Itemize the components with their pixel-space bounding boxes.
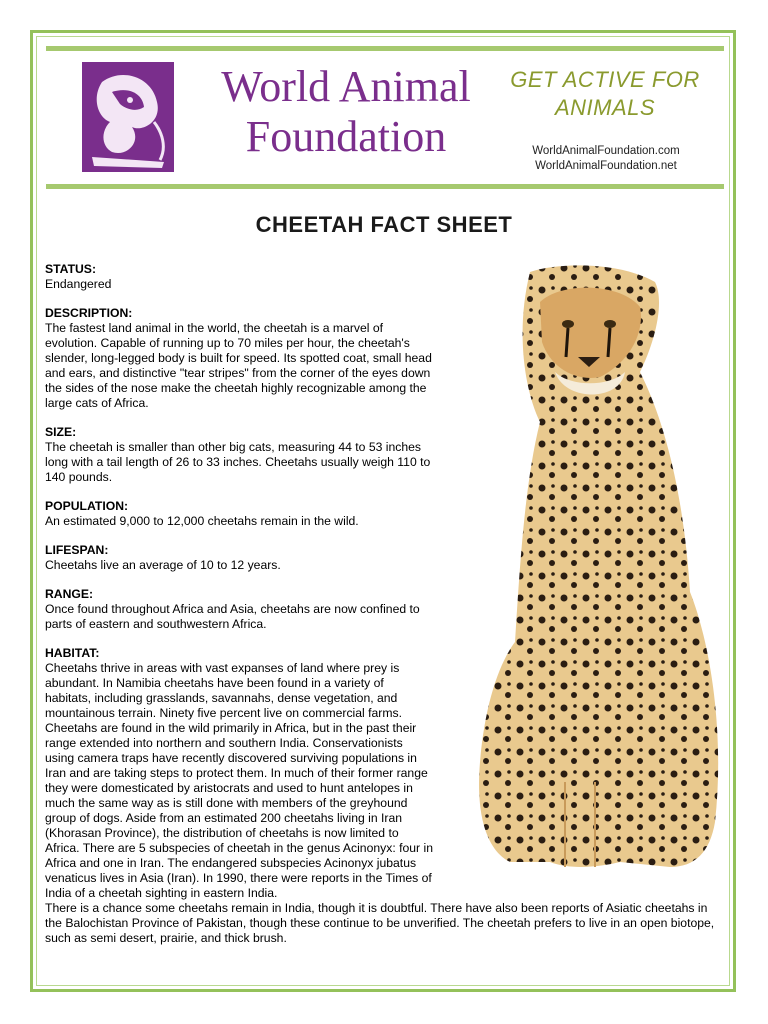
description-section <box>45 306 433 411</box>
header-top-rule <box>46 46 724 51</box>
habitat-text-full-width: There is a chance some cheetahs remain in India, though it is doubtful. There have also been reports of Asiatic cheetahs in the Balochistan Province of Pakistan, though these continue to be unverified. The cheetah prefers to live in an open biotope, such as semi desert, prairie, and thick brush. <box>45 901 715 945</box>
habitat-text-wrapped: Cheetahs thrive in areas with vast expanses of land where prey is abundant. In Namibia cheetahs have been found in a variety of habitats, including grasslands, savannahs, dense vegetation, and mountainous terrain. Ninety five percent live on commercial farms. Cheetahs are found in the wild primarily in Africa, but in the past their range extended into northern and southern India. Conservationists using camera traps have recently discovered surviving populations in Iran and are taking steps to protect them. In much of their former range they were domesticated by aristocrats and used to hunt antelopes in much the same way as is still done with members of the greyhound group of dogs. Aside from an estimated 200 cheetahs living in Iran (Khorasan Province), the distribution of cheetahs is now limited to Africa. There are 5 subspecies of cheetah in the genus Acinonyx: four in Africa and one in Iran. The endangered subspecies Acinonyx jubatus venaticus lives in Asia (Iran). In 1990, there were reports in the Times of India of a cheetah sighting in eastern India. <box>45 661 433 900</box>
header-bottom-rule <box>46 184 724 189</box>
page-title: CHEETAH FACT SHEET <box>255 212 513 237</box>
size-heading: SIZE: <box>45 425 77 439</box>
website-link-net[interactable]: WorldAnimalFoundation.net <box>535 160 677 172</box>
org-name-line-2: Foundation <box>245 112 447 161</box>
website-list <box>506 144 706 174</box>
population-heading: POPULATION: <box>45 499 129 513</box>
status-text: Endangered <box>45 277 112 291</box>
tagline-line-2: ANIMALS <box>554 95 656 120</box>
org-name-line-1: World Animal <box>221 62 471 111</box>
size-section <box>45 425 433 485</box>
description-text: The fastest land animal in the world, the cheetah is a marvel of evolution. Capable of running up to 70 miles per hour, the cheetah's slender, long-legged body is built for speed. Its spotted coat, small head and ears, and distinctive "tear stripes" from the corner of the eyes down the sides of the nose make the cheetah highly recognizable among the large cats of Africa. <box>45 321 432 410</box>
foundation-logo <box>82 62 174 172</box>
status-section <box>45 262 433 292</box>
population-section <box>45 499 433 529</box>
population-text: An estimated 9,000 to 12,000 cheetahs remain in the wild. <box>45 514 359 528</box>
fact-sheet-content <box>45 262 725 960</box>
bird-emblem-icon <box>82 62 174 172</box>
habitat-heading: HABITAT: <box>45 646 100 660</box>
tagline <box>500 66 710 122</box>
description-heading: DESCRIPTION: <box>45 306 133 320</box>
lifespan-text: Cheetahs live an average of 10 to 12 years. <box>45 558 281 572</box>
website-link-com[interactable]: WorldAnimalFoundation.com <box>532 145 680 157</box>
range-heading: RANGE: <box>45 587 94 601</box>
organization-name <box>196 62 496 162</box>
lifespan-section <box>45 543 433 573</box>
size-text: The cheetah is smaller than other big cats, measuring 44 to 53 inches long with a tail length of 26 to 33 inches. Cheetahs usually weigh 110 to 140 pounds. <box>45 440 431 484</box>
habitat-section <box>45 646 725 946</box>
status-heading: STATUS: <box>45 262 96 276</box>
lifespan-heading: LIFESPAN: <box>45 543 109 557</box>
range-section <box>45 587 433 632</box>
tagline-line-1: GET ACTIVE FOR <box>510 67 700 92</box>
range-text: Once found throughout Africa and Asia, cheetahs are now confined to parts of eastern and southwestern Africa. <box>45 602 420 631</box>
